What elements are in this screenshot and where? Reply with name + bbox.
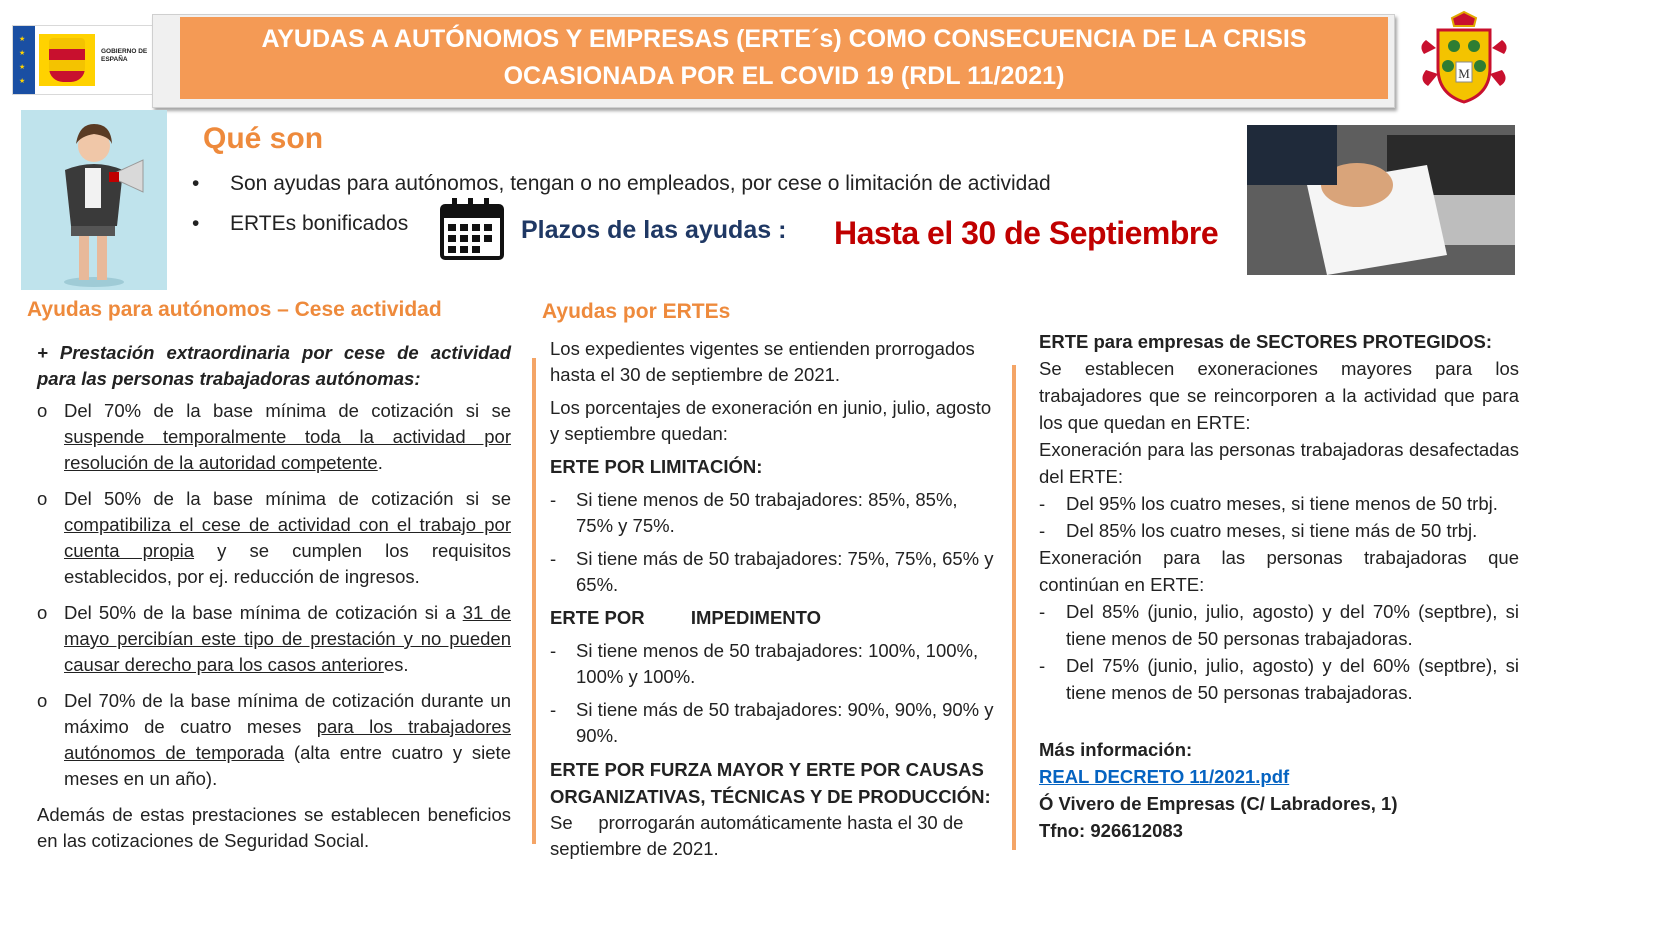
autonomos-outro: Además de estas prestaciones se establecen beneficios en las cotizaciones de Seguridad Social. — [37, 804, 511, 851]
title-line-2: OCASIONADA POR EL COVID 19 (RDL 11/2021) — [503, 62, 1065, 90]
item-text: Del 50% de la base mínima de cotización si a — [64, 602, 463, 623]
list-item — [550, 638, 998, 690]
plazos-deadline: Hasta el 30 de Septiembre — [834, 215, 1219, 251]
crest-letter: M — [1458, 66, 1470, 81]
plazos-label: Plazos de las ayudas : — [521, 216, 787, 244]
list-item — [1039, 517, 1519, 544]
sectores-section — [1039, 328, 1519, 844]
sectores-paragraph: Se establecen exoneraciones mayores para los trabajadores que se reincorporen a la actividad que para los que quedan en ERTE: — [1039, 358, 1519, 433]
item-text: . — [377, 452, 383, 473]
item-underlined-text: suspende temporalmente toda la actividad por resolución de la autoridad competente — [64, 426, 511, 473]
item-text: Del 70% de la base mínima de cotización durante un máximo de cuatro meses — [64, 690, 511, 737]
sectores-paragraph: Exoneración para las personas trabajadoras que continúan en ERTE: — [1039, 547, 1519, 595]
item-text: y se cumplen los requisitos establecidos, por ej. reducción de ingresos. — [64, 540, 511, 587]
list-marker: o — [37, 488, 48, 509]
bullet-mark: • — [192, 212, 200, 235]
item-text: Si tiene menos de 50 trabajadores: 100%, 100%, 100% y 100%. — [576, 640, 979, 687]
item-text: (alta entre cuatro y siete meses en un año). — [64, 742, 511, 789]
spain-shield-icon — [39, 34, 95, 86]
dash-marker: - — [1039, 493, 1046, 514]
impedimento-heading: ERTE POR IMPEDIMENTO — [550, 607, 822, 628]
ertes-divider — [532, 358, 536, 844]
bullet-autonomos — [192, 172, 1051, 196]
dash-marker: - — [1039, 655, 1046, 676]
autonomos-list — [37, 398, 511, 792]
list-item — [37, 398, 511, 476]
list-marker: o — [37, 690, 48, 711]
item-text: Del 85% los cuatro meses, si tiene más de 50 trbj. — [1066, 520, 1478, 541]
item-text: Del 85% (junio, julio, agosto) y del 70% (septbre), si tiene menos de 50 personas trabajadoras. — [1066, 601, 1519, 649]
bullet-ertes — [192, 212, 408, 236]
item-text: Si tiene menos de 50 trabajadores: 85%, 85%, 75% y 75%. — [576, 489, 958, 536]
item-text: Del 95% los cuatro meses, si tiene menos de 50 trbj. — [1066, 493, 1498, 514]
limitacion-heading: ERTE POR LIMITACIÓN: — [550, 456, 763, 477]
title-line-1: AYUDAS A AUTÓNOMOS Y EMPRESAS (ERTE´s) COMO CONSECUENCIA DE LA CRISIS — [261, 25, 1307, 53]
list-item — [550, 487, 998, 539]
item-underlined-text: 31 de mayo percibían este tipo de prestación y no pueden causar derecho para los casos anterior — [64, 602, 512, 675]
list-item — [1039, 598, 1519, 652]
fuerza-mayor-heading: ERTE POR FURZA MAYOR Y ERTE POR CAUSAS ORGANIZATIVAS, TÉCNICAS Y DE PRODUCCIÓN: — [550, 759, 991, 807]
list-item — [37, 486, 511, 590]
phone-number: Tfno: 926612083 — [1039, 820, 1183, 841]
autonomos-intro: + Prestación extraordinaria por cese de actividad para las personas trabajadoras autónomas: — [37, 342, 511, 389]
bullet-text: ERTEs bonificados — [230, 212, 409, 235]
list-item — [1039, 652, 1519, 706]
ertes-heading: Ayudas por ERTEs — [542, 300, 731, 323]
vivero-address: Ó Vivero de Empresas (C/ Labradores, 1) — [1039, 793, 1398, 814]
page-title — [180, 17, 1388, 99]
dash-marker: - — [550, 640, 557, 661]
autonomos-section — [37, 340, 511, 854]
announcer-illustration — [21, 110, 167, 290]
item-text: es. — [383, 654, 409, 675]
dash-marker: - — [550, 489, 557, 510]
real-decreto-link[interactable]: REAL DECRETO 11/2021.pdf — [1039, 766, 1290, 787]
office-photo — [1247, 125, 1515, 275]
dash-marker: - — [1039, 601, 1046, 622]
dash-marker: - — [550, 548, 557, 569]
dash-marker: - — [1039, 520, 1046, 541]
ertes-paragraph: Los expedientes vigentes se entienden prorrogados hasta el 30 de septiembre de 2021. — [550, 338, 975, 385]
gobierno-logo-text: GOBIERNO DE ESPAÑA — [101, 48, 148, 63]
gobierno-logo — [12, 25, 158, 95]
ertes-section — [550, 336, 998, 862]
municipal-crest-icon — [1418, 10, 1510, 106]
list-marker: o — [37, 602, 48, 623]
item-underlined-text: compatibiliza el cese de actividad con el trabajo por cuenta propia — [64, 514, 511, 561]
autonomos-heading: Ayudas para autónomos – Cese actividad — [27, 298, 442, 321]
item-text: Del 70% de la base mínima de cotización si se — [64, 400, 511, 421]
sectores-heading: ERTE para empresas de SECTORES PROTEGIDOS: — [1039, 331, 1493, 352]
que-son-heading: Qué son — [203, 122, 324, 155]
item-underlined-text: para los trabajadores autónomos de temporada — [64, 716, 511, 763]
calendar-icon — [438, 196, 506, 264]
list-item — [37, 688, 511, 792]
list-item — [1039, 490, 1519, 517]
list-item — [37, 600, 511, 678]
list-marker: o — [37, 400, 48, 421]
bullet-text: Son ayudas para autónomos, tengan o no empleados, por cese o limitación de actividad — [230, 172, 1051, 195]
dash-marker: - — [550, 699, 557, 720]
eu-flag-icon: ★ ★ ★ ★ — [13, 26, 35, 94]
item-text: Si tiene más de 50 trabajadores: 75%, 75%, 65% y 65%. — [576, 548, 994, 595]
item-text: Si tiene más de 50 trabajadores: 90%, 90%, 90% y 90%. — [576, 699, 994, 746]
item-text: Del 50% de la base mínima de cotización si se — [64, 488, 511, 509]
list-item — [550, 546, 998, 598]
sectores-paragraph: Exoneración para las personas trabajadoras desafectadas del ERTE: — [1039, 439, 1519, 487]
mas-informacion-label: Más información: — [1039, 739, 1193, 760]
sectores-divider — [1012, 365, 1016, 850]
bullet-mark: • — [192, 172, 200, 195]
item-text: Del 75% (junio, julio, agosto) y del 60% (septbre), si tiene menos de 50 personas trabajadoras. — [1066, 655, 1519, 703]
ertes-paragraph: Los porcentajes de exoneración en junio, julio, agosto y septiembre quedan: — [550, 397, 992, 444]
list-item — [550, 697, 998, 749]
fuerza-mayor-text: Se prorrogarán automáticamente hasta el 30 de septiembre de 2021. — [550, 812, 969, 859]
